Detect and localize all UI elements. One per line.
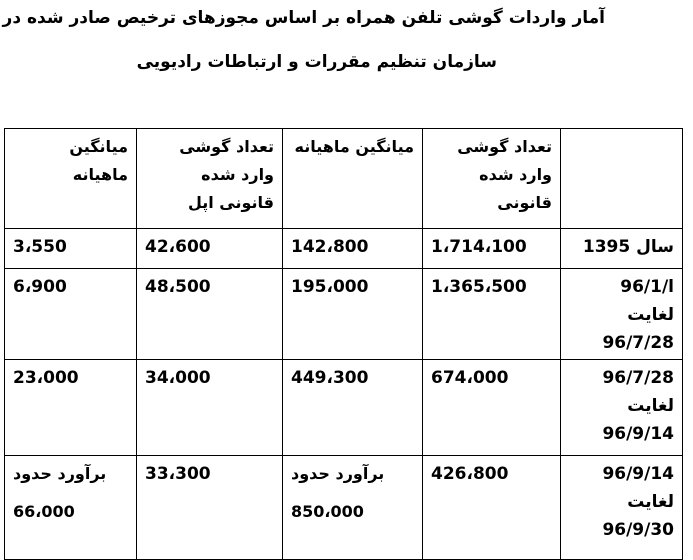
title-line-2: سازمان تنظیم مقررات و ارتباطات رادیویی [136,52,497,72]
statistics-table [4,128,683,560]
title-line-1: آمار واردات گوشی تلفن همراه بر اساس مجوزهای ترخیص صادر شده در [2,8,605,28]
table-row [5,456,683,560]
cell-monthly-avg-total [283,456,423,560]
table-row [5,360,683,456]
table-header-row [5,129,683,229]
cell-period: 96/7/28 لغایت 96/9/14 [561,360,683,456]
cell-legal-total: 674،000 [423,360,561,456]
cell-legal-total: 1،365،500 [423,269,561,360]
header-monthly-avg-apple: میانگین ماهیانه [5,129,137,229]
table-row [5,269,683,360]
cell-monthly-avg-apple: 23،000 [5,360,137,456]
cell-legal-total: 426،800 [423,456,561,560]
cell-legal-total: 1،714،100 [423,229,561,269]
estimate-value: 66،000 [13,502,75,521]
estimate-label: برآورد حدود [13,464,107,483]
cell-legal-apple: 42،600 [137,229,283,269]
cell-monthly-avg-total: 195،000 [283,269,423,360]
cell-legal-apple: 34،000 [137,360,283,456]
cell-legal-apple: 48،500 [137,269,283,360]
cell-monthly-avg-apple: 3،550 [5,229,137,269]
header-period [561,129,683,229]
cell-legal-apple: 33،300 [137,456,283,560]
estimate-label: برآورد حدود [291,464,385,483]
cell-monthly-avg-apple [5,456,137,560]
cell-period: سال 1395 [561,229,683,269]
cell-period: ا/96/1 لغایت 96/7/28 [561,269,683,360]
header-monthly-avg-total: میانگین ماهیانه [283,129,423,229]
cell-period: 96/9/14 لغایت 96/9/30 [561,456,683,560]
cell-monthly-avg-apple: 6،900 [5,269,137,360]
table-row [5,229,683,269]
header-legal-apple: تعداد گوشی وارد شده قانونی اپل [137,129,283,229]
cell-monthly-avg-total: 449،300 [283,360,423,456]
estimate-value: 850،000 [291,502,364,521]
cell-monthly-avg-total: 142،800 [283,229,423,269]
statistics-table-wrapper [4,128,682,560]
header-legal-total: تعداد گوشی وارد شده قانونی [423,129,561,229]
